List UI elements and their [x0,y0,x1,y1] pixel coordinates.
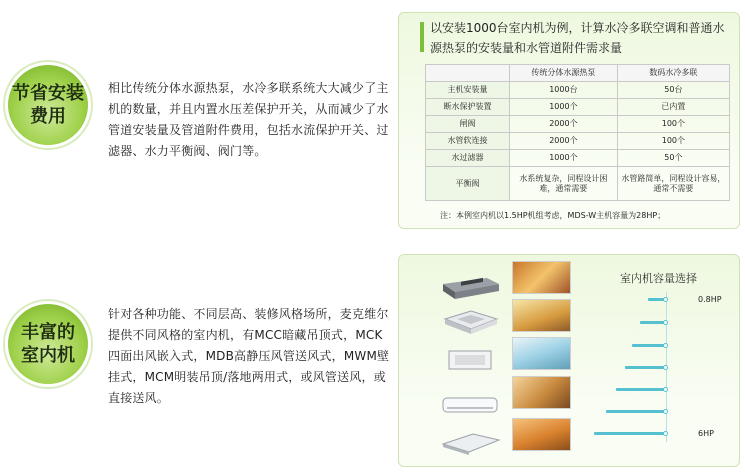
title-accent-bar [420,22,424,52]
comparison-table [425,64,730,201]
digital-value: 100个 [617,116,729,133]
room-photo [512,376,571,409]
digital-value: 100个 [617,133,729,150]
comparison-title: 以安装1000台室内机为例，计算水冷多联空调和普通水源热泵的安装量和水管道附件需求量 [430,21,725,55]
capacity-max-label: 6HP [698,429,714,438]
room-photo [512,418,571,451]
capacity-min-label: 0.8HP [698,295,722,304]
capacity-bar [606,410,666,413]
traditional-value: 2000个 [510,133,618,150]
capacity-tick [663,297,668,302]
table-row [426,82,730,99]
wall-mounted-unit-icon [437,390,503,420]
ducted-unit-icon [437,272,503,302]
install-savings-badge [8,65,88,145]
table-header-traditional: 传统分体水源热泵 [510,65,618,82]
cassette-unit-icon [437,307,503,337]
capacity-tick [663,431,668,436]
row-label: 闸阀 [426,116,510,133]
indoor-unit-badge [8,304,88,384]
capacity-tick [663,343,668,348]
badge-label-line1: 节省安装 [12,83,84,104]
table-row [426,133,730,150]
digital-value: 已内置 [617,99,729,116]
comparison-note: 注：本例室内机以1.5HP机组考虑，MDS-W主机容量为28HP； [440,211,666,220]
table-row [426,167,730,201]
table-header-row [426,65,730,82]
row-label: 断水保护装置 [426,99,510,116]
traditional-value: 1000台 [510,82,618,99]
table-row [426,150,730,167]
capacity-tick [663,387,668,392]
row-label: 主机安装量 [426,82,510,99]
table-header-digital: 数码水冷多联 [617,65,729,82]
table-row [426,116,730,133]
room-photo [512,337,571,370]
install-savings-description: 相比传统分体水源热泵，水冷多联系统大大减少了主机的数量，并且内置水压差保护开关，从而减少了水管道安装量及管道附件费用，包括水流保护开关、过滤器、水力平衡阀、阀门等。 [108,81,389,158]
high-static-duct-icon [437,345,503,375]
capacity-bar [594,432,666,435]
ceiling-floor-unit-icon [437,428,503,458]
capacity-bar [625,366,666,369]
traditional-value: 2000个 [510,116,618,133]
table-row [426,99,730,116]
traditional-value: 1000个 [510,99,618,116]
capacity-tick [663,365,668,370]
digital-value: 50个 [617,150,729,167]
row-label: 水管软连接 [426,133,510,150]
capacity-bar [632,344,666,347]
room-photo [512,261,571,294]
room-photo [512,299,571,332]
row-label: 平衡阀 [426,167,510,201]
capacity-title: 室内机容量选择 [620,272,697,285]
capacity-bar [616,388,666,391]
traditional-value: 1000个 [510,150,618,167]
digital-value: 水管路简单，同程设计容易，通常不需要 [617,167,729,201]
digital-value: 50台 [617,82,729,99]
capacity-tick [663,320,668,325]
traditional-value: 水系统复杂，同程设计困难，通常需要 [510,167,618,201]
indoor-unit-description: 针对各种功能、不同层高、装修风格场所，麦克维尔提供不同风格的室内机，有MCC暗藏吊顶式，MCK四面出风嵌入式，MDB高静压风管送风式，MWM壁挂式，MCM明装吊顶/落地两用式，或风管送风，或直接送风。 [108,307,390,405]
badge-label-line1: 丰富的 [21,322,75,343]
table-header-empty [426,65,510,82]
badge-label-line2: 费用 [30,106,66,127]
capacity-tick [663,409,668,414]
row-label: 水过滤器 [426,150,510,167]
badge-label-line2: 室内机 [21,345,75,366]
